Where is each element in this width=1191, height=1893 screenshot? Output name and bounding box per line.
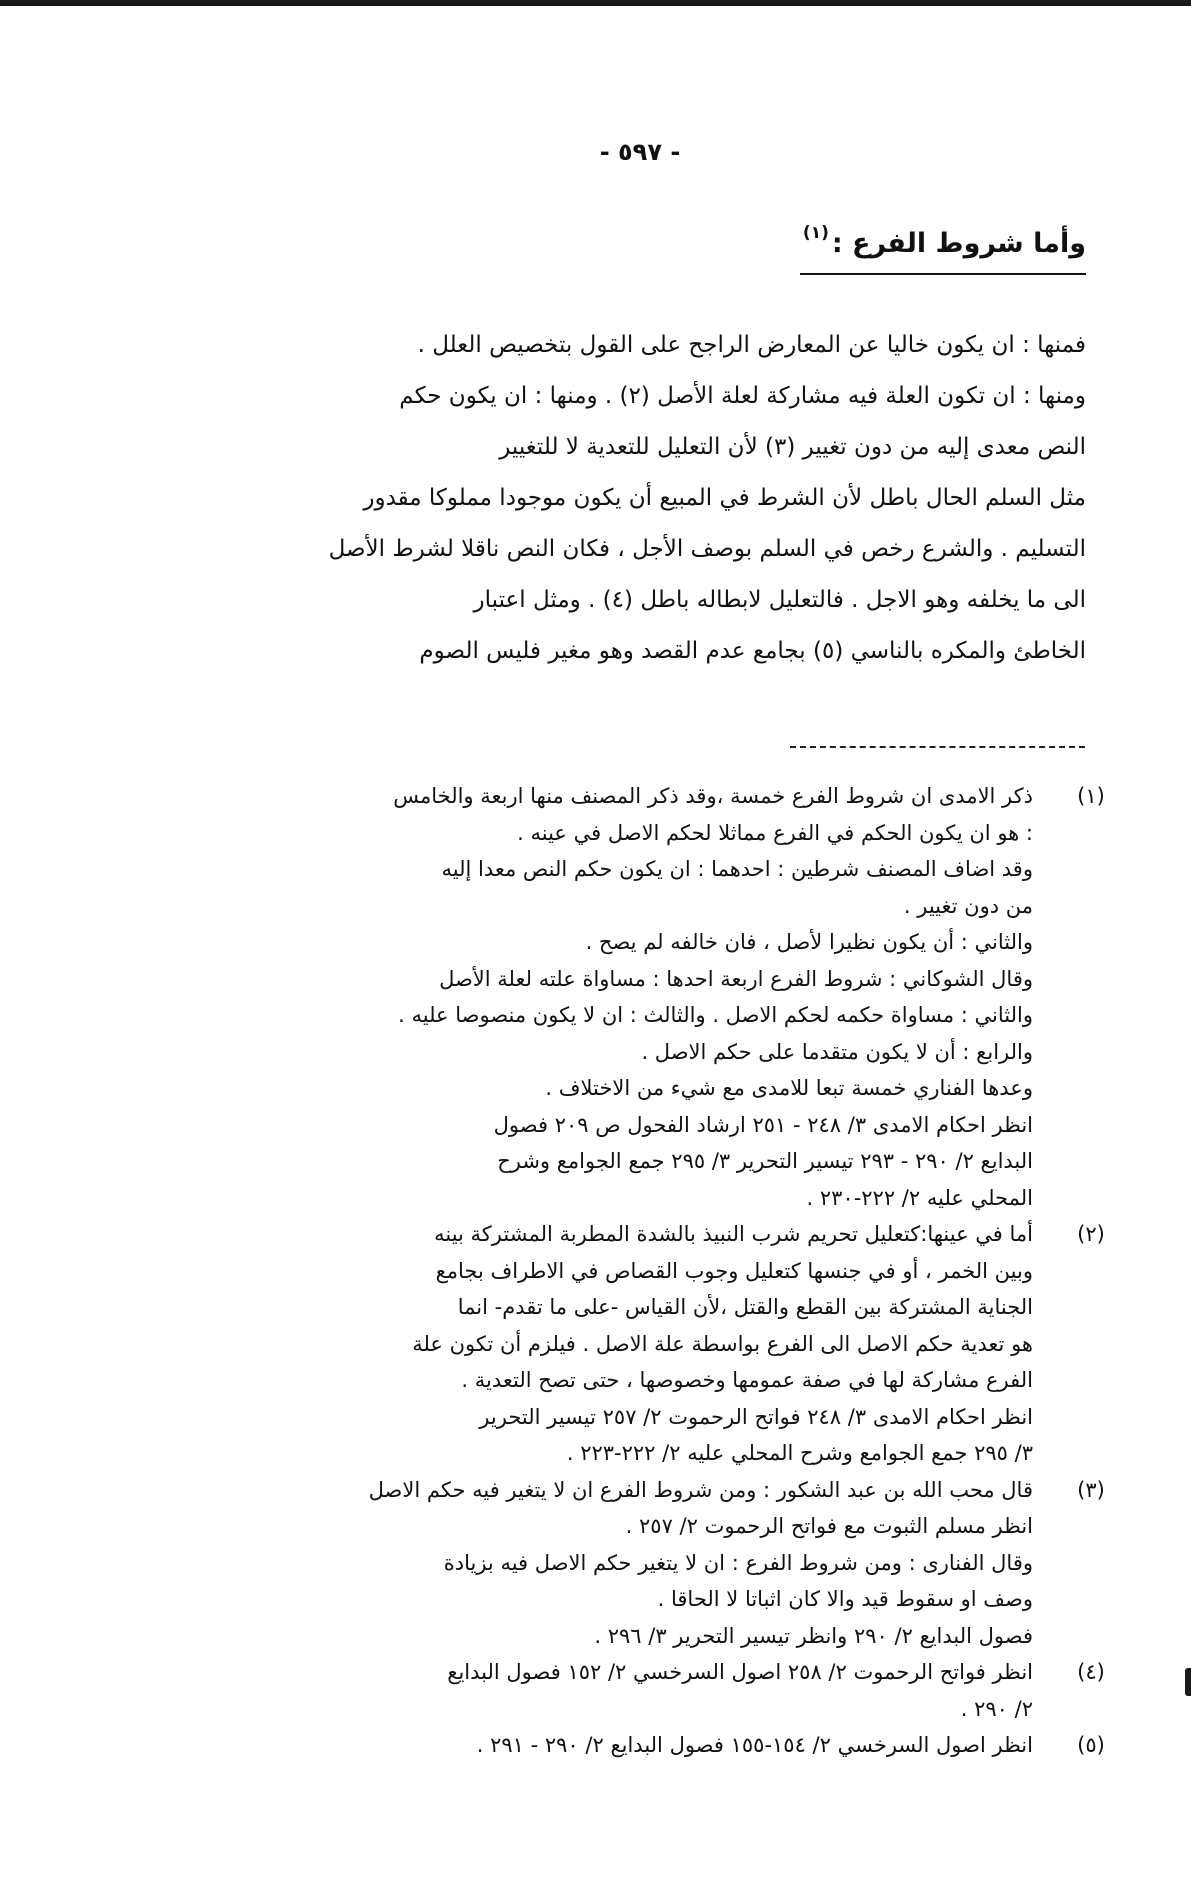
footnote-line: هو تعدية حكم الاصل الى الفرع بواسطة علة الاصل . فيلزم أن تكون علة [412,1331,1033,1356]
footnote-2 [101,1216,1121,1472]
main-body-text [101,320,1086,677]
footnote-line: انظر اصول السرخسي ٢/ ١٥٤-١٥٥ فصول البدايع ٢/ ٢٩٠ - ٢٩١ . [476,1733,1033,1757]
footnote-line: قال محب الله بن عبد الشكور : ومن شروط الفرع ان لا يتغير فيه حكم الاصل [368,1477,1033,1502]
footnote-body [101,1216,1061,1472]
body-line: فمنها : ان يكون خاليا عن المعارض الراجح على القول بتخصيص العلل . [417,332,1086,358]
footnotes-section [101,778,1121,1764]
footnote-line: البدايع ٢/ ٢٩٠ - ٢٩٣ تيسير التحرير ٣/ ٢٩٥ جمع الجوامع وشرح [497,1149,1033,1173]
footnote-line: ٢/ ٢٩٠ . [960,1696,1033,1721]
page-number: - ٥٩٧ - [599,138,681,166]
footnote-body [101,1727,1061,1764]
footnote-line: انظر فواتح الرحموت ٢/ ٢٥٨ اصول السرخسي ٢/ ١٥٢ فصول البدايع [447,1660,1033,1684]
body-line: التسليم . والشرع رخص في السلم بوصف الأجل ، فكان النص ناقلا لشرط الأصل [328,536,1086,562]
footnote-line: انظر مسلم الثبوت مع فواتح الرحموت ٢/ ٢٥٧ . [625,1514,1033,1538]
section-heading [800,223,1086,275]
footnote-number: (٥) [1077,1733,1105,1757]
footnote-line: ٣/ ٢٩٥ جمع الجوامع وشرح المحلي عليه ٢/ ٢٢٢-٢٢٣ . [566,1441,1033,1465]
footnote-5 [101,1727,1121,1764]
footnote-line: انظر احكام الامدى ٣/ ٢٤٨ - ٢٥١ ارشاد الفحول ص ٢٠٩ فصول [493,1112,1033,1137]
footnote-line: وصف او سقوط قيد والا كان اثباتا لا الحاقا . [657,1587,1033,1611]
footnote-body [101,778,1061,1216]
footnote-line: وقال الشوكاني : شروط الفرع اربعة احدها : مساواة علته لعلة الأصل [439,966,1033,991]
footnote-number: (١) [1077,784,1105,808]
footnote-number: (٣) [1077,1477,1105,1502]
footnote-line: المحلي عليه ٢/ ٢٢٢-٢٣٠ . [806,1185,1033,1210]
footnote-1 [101,778,1121,1216]
footnote-line: والثاني : أن يكون نظيرا لأصل ، فان خالفه لم يصح . [585,930,1033,954]
footnote-line: فصول البدايع ٢/ ٢٩٠ وانظر تيسير التحرير ٣/ ٢٩٦ . [594,1623,1033,1648]
footnote-4 [101,1654,1121,1727]
footnote-line: من دون تغيير . [903,893,1033,918]
section-heading-text: وأما شروط الفرع : [831,228,1086,259]
body-line: الخاطئ والمكره بالناسي (٥) بجامع عدم القصد وهو مغير فليس الصوم [419,638,1086,664]
section-heading-wrap [666,223,1086,275]
heading-footnote-ref: (١) [802,223,829,243]
body-line: النص معدى إليه من دون تغيير (٣) لأن التعليل للتعدية لا للتغيير [499,434,1086,460]
footnote-body [101,1654,1061,1727]
footnote-line: الفرع مشاركة لها في صفة عمومها وخصوصها ، حتى تصح التعدية . [461,1368,1033,1392]
footnote-line: والرابع : أن لا يكون متقدما على حكم الاصل . [641,1039,1033,1064]
footnote-number: (٢) [1077,1222,1105,1246]
footnote-line: ذكر الامدى ان شروط الفرع خمسة ،وقد ذكر المصنف منها اربعة والخامس [393,784,1033,808]
footnote-line: وقد اضاف المصنف شرطين : احدهما : ان يكون حكم النص معدا إليه [441,857,1033,881]
footnote-3 [101,1472,1121,1655]
footnote-line: أما في عينها:كتعليل تحريم شرب النبيذ بالشدة المطربة المشتركة بينه [434,1222,1033,1246]
footnote-number: (٤) [1077,1660,1105,1684]
footnote-line: الجناية المشتركة بين القطع والقتل ،لأن القياس -على ما تقدم- انما [457,1295,1033,1319]
body-line: الى ما يخلفه وهو الاجل . فالتعليل لابطاله باطل (٤) . ومثل اعتبار [473,587,1086,613]
footnote-line: انظر احكام الامدى ٣/ ٢٤٨ فواتح الرحموت ٢/ ٢٥٧ تيسير التحرير [479,1404,1033,1429]
footnote-body [101,1472,1061,1655]
footnote-line: وقال الفنارى : ومن شروط الفرع : ان لا يتغير حكم الاصل فيه بزيادة [443,1550,1033,1575]
body-line: ومنها : ان تكون العلة فيه مشاركة لعلة الأصل (٢) . ومنها : ان يكون حكم [399,383,1086,409]
body-line: مثل السلم الحال باطل لأن الشرط في المبيع أن يكون موجودا مملوكا مقدور [363,485,1086,511]
footnote-line: وبين الخمر ، أو في جنسها كتعليل وجوب القصاص في الاطراف بجامع [435,1258,1033,1283]
footnote-line: : هو ان يكون الحكم في الفرع مماثلا لحكم الاصل في عينه . [517,820,1033,845]
footnote-line: وعدها الفناري خمسة تبعا للامدى مع شيء من الاختلاف . [545,1076,1033,1100]
footnote-separator [790,746,1085,748]
footnote-line: والثاني : مساواة حكمه لحكم الاصل . والثالث : ان لا يكون منصوصا عليه . [398,1003,1033,1027]
